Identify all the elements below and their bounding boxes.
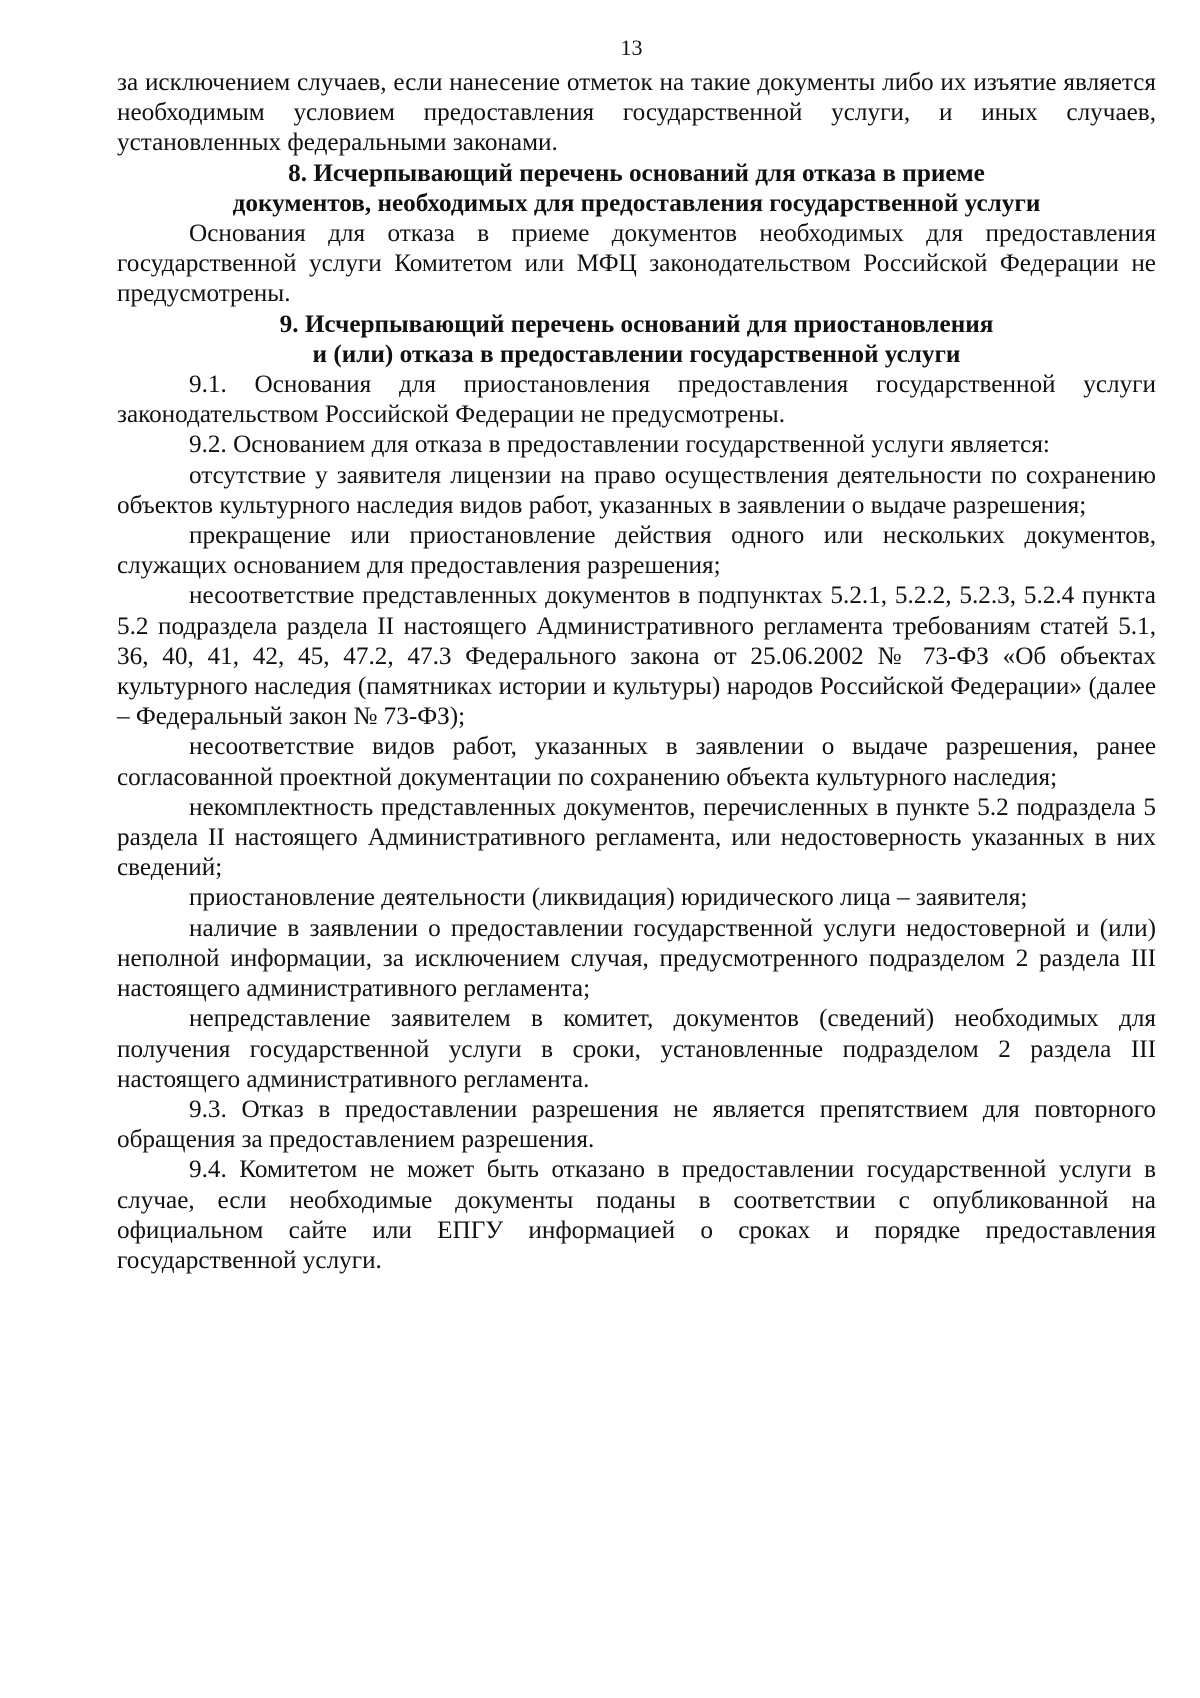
section-8-heading-line-1: 8. Исчерпывающий перечень оснований для отказа в приеме <box>288 159 985 187</box>
section-9-heading <box>117 310 1156 370</box>
paragraph-9-4: 9.4. Комитетом не может быть отказано в предоставлении государственной услуги в случае, если необходимые документы поданы в соответствии с опубликованной на официальном сайте или ЕПГУ информацией о сроках и порядке предоставления государственной услуги. <box>117 1156 1156 1274</box>
section-9-heading-line-1: 9. Исчерпывающий перечень оснований для приостановления <box>279 310 994 338</box>
ground-missing-submission: непредставление заявителем в комитет, документов (сведений) необходимых для получения государственной услуги в сроки, установленные подразделом 2 раздела III настоящего административного регламента. <box>117 1005 1156 1093</box>
ground-documents-mismatch: несоответствие представленных документов в подпунктах 5.2.1, 5.2.2, 5.2.3, 5.2.4 пункта 5.2 подраздела раздела II настоящего Административного регламента требованиям статей 5.1, 36, 40, 41, 42, 45, 47.2, 47.3 Федерального закона от 25.06.2002 № 73-ФЗ «Об объектах культурного наследия (памятниках истории и культуры) народов Российской Федерации» (далее – Федеральный закон № 73-ФЗ); <box>117 582 1156 731</box>
document-page <box>117 28 1156 1276</box>
section-8-heading-line-2: документов, необходимых для предоставления государственной услуги <box>232 189 1041 217</box>
continuation-paragraph: за исключением случаев, если нанесение отметок на такие документы либо их изъятие является необходимым условием предоставления государственной услуги, и иных случаев, установленных федеральными законами. <box>117 69 1156 157</box>
ground-liquidation: приостановление деятельности (ликвидация) юридического лица – заявителя; <box>189 884 1028 912</box>
ground-incomplete-documents: некомплектность представленных документов, перечисленных в пункте 5.2 подраздела 5 раздела II настоящего Административного регламента, или недостоверность указанных в них сведений; <box>117 793 1156 882</box>
section-8-paragraph: Основания для отказа в приеме документов необходимых для предоставления государственной услуги Комитетом или МФЦ законодательством Российской Федерации не предусмотрены. <box>117 220 1156 308</box>
page-number: 13 <box>620 35 643 60</box>
paragraph-9-2: 9.2. Основанием для отказа в предоставлении государственной услуги является: <box>189 431 1050 459</box>
paragraph-9-3: 9.3. Отказ в предоставлении разрешения не является препятствием для повторного обращения за предоставлением разрешения. <box>117 1095 1156 1154</box>
ground-false-information: наличие в заявлении о предоставлении государственной услуги недостоверной и (или) неполной информации, за исключением случая, предусмотренного подразделом 2 раздела III настоящего административного регламента; <box>117 914 1156 1003</box>
ground-works-mismatch: несоответствие видов работ, указанных в заявлении о выдаче разрешения, ранее согласованной проектной документации по сохранению объекта культурного наследия; <box>117 733 1156 791</box>
section-8-heading <box>117 159 1156 219</box>
ground-no-license: отсутствие у заявителя лицензии на право осуществления деятельности по сохранению объектов культурного наследия видов работ, указанных в заявлении о выдаче разрешения; <box>117 461 1156 519</box>
paragraph-9-1: 9.1. Основания для приостановления предоставления государственной услуги законодательством Российской Федерации не предусмотрены. <box>117 371 1156 429</box>
ground-termination: прекращение или приостановление действия одного или нескольких документов, служащих основанием для предоставления разрешения; <box>117 522 1156 580</box>
section-9-heading-line-2: и (или) отказа в предоставлении государственной услуги <box>312 340 961 368</box>
